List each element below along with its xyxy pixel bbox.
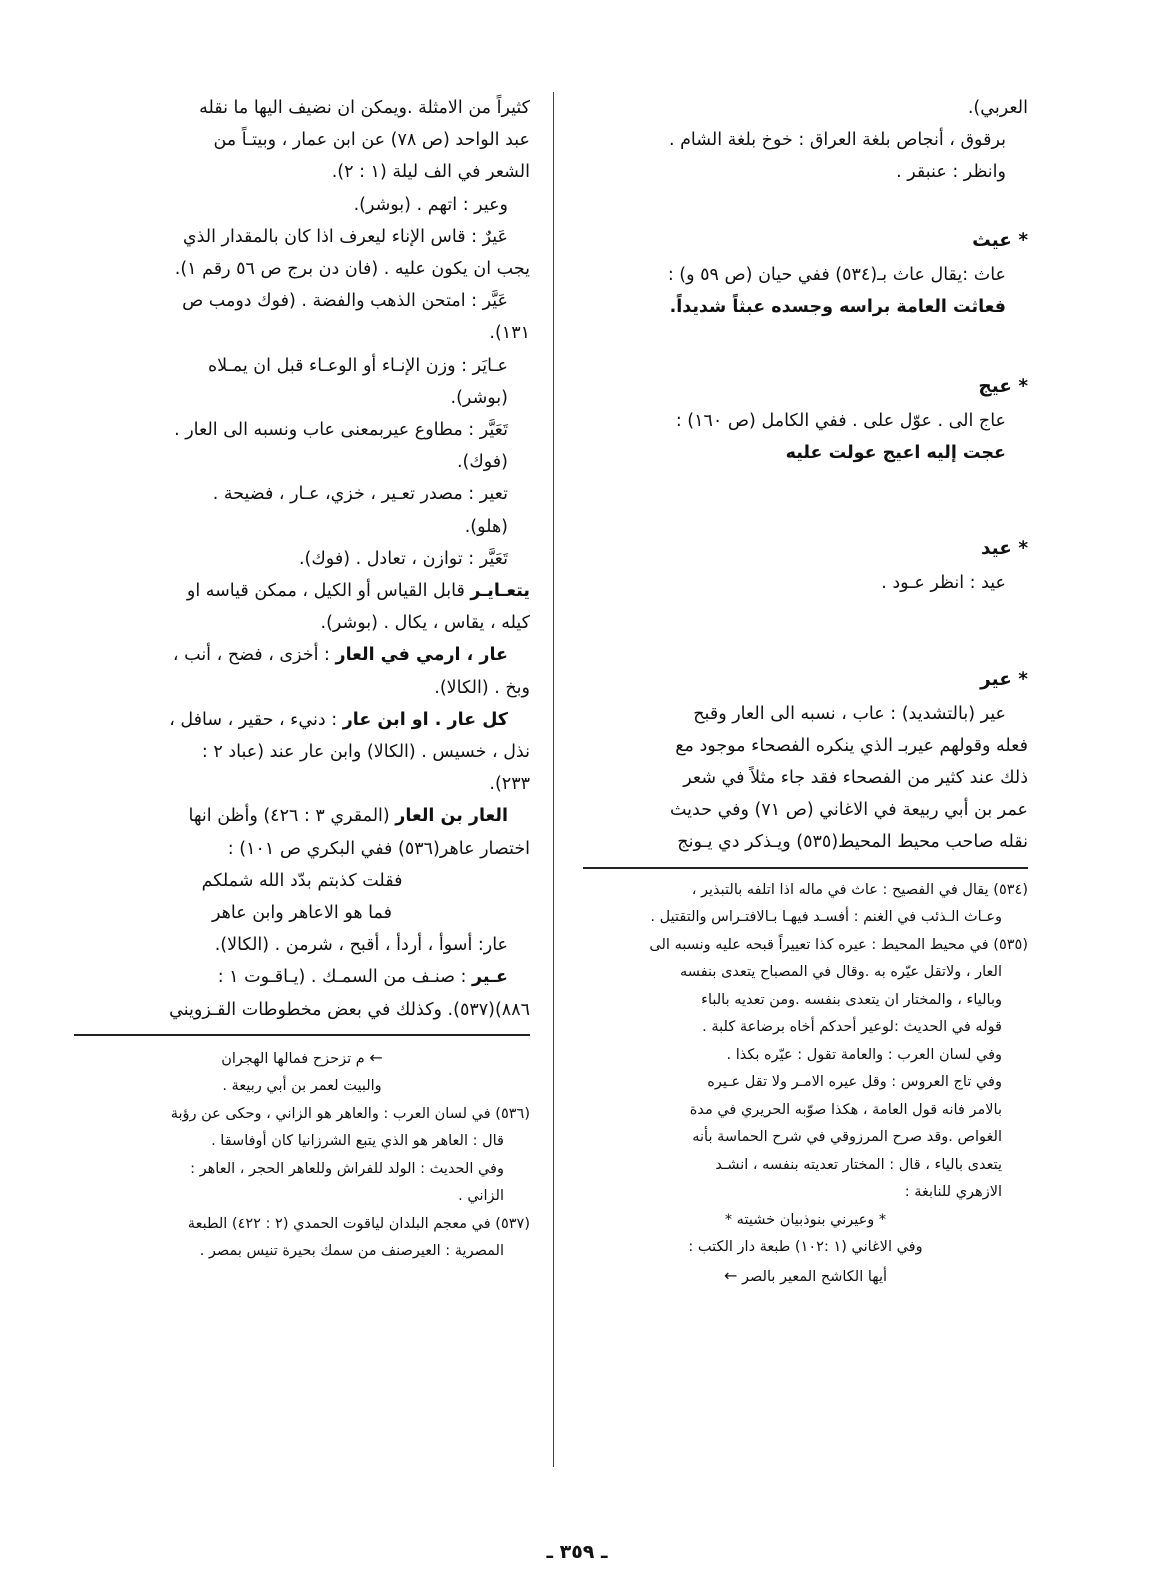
- entry-quote: عجت إليه اعيج عولت عليه: [785, 443, 1006, 464]
- body-line: عار: أسوأ ، أردأ ، أقبح ، شرمن . (الكالا).: [214, 935, 508, 956]
- left-main-text: [74, 92, 530, 1026]
- footnote-line: وفي لسان العرب : والعامة تقول : عيّره بكذا .: [726, 1046, 1002, 1063]
- footnote-verse: * وعيرني بنوذبيان خشيته *: [724, 1211, 887, 1228]
- body-text: (المقري ٣ : ٤٢٦) وأظن انها: [188, 806, 396, 827]
- entry-quote: فعاثت العامة براسه وجسده عبثاً شديداً.: [669, 296, 1006, 317]
- body-line: كثيراً من الامثلة .ويمكن ان نضيف اليها ما نقله: [199, 98, 530, 118]
- body-line: ٢٣٣).: [489, 774, 530, 795]
- footnote-line: وفي الاغاني (١ :١٠٢) طبعة دار الكتب :: [688, 1239, 923, 1256]
- headword: عـير: [472, 967, 508, 988]
- footnote-line: بالامر فانه قول العامة ، هكذا صوّبه الحريري في مدة: [689, 1101, 1002, 1118]
- body-text: : صنـف من السمـك . (يـاقـوت ١ :: [217, 967, 473, 988]
- footnote-line: المصرية : العيرصنف من سمك بحيرة تنيس بمصر .: [199, 1243, 504, 1260]
- body-line: نذل ، خسيس . (الكالا) وابن عار عند (عباد ٢ :: [201, 742, 530, 763]
- footnote-line: وفي الحديث : الولد للفراش وللعاهر الحجر ، العاهر :: [190, 1160, 504, 1177]
- body-line: عَيَّر : امتحن الذهب والفضة . (فوك دومب ص: [182, 291, 508, 312]
- body-line: تعير : مصدر تعـير ، خزي، عـار ، فضيحة .: [212, 484, 508, 505]
- footnote-line: (٥٣٥) في محيط المحيط : عيره كذا تعييراً قبحه عليه ونسبه الى: [649, 936, 1028, 953]
- body-text: قابل القياس أو الكيل ، ممكن قياسه او: [186, 581, 471, 602]
- body-line: ١٣١).: [489, 323, 530, 344]
- body-line: عبد الواحد (ص ٧٨) عن ابن عمار ، وبيتـاً من: [213, 130, 530, 151]
- entry-text: عاث :يقال عاث بـ(٥٣٤) ففي حيان (ص ٥٩ و) :: [667, 264, 1006, 285]
- entry-text: ذلك عند كثير من الفصحاء فقد جاء مثلاً في شعر: [683, 768, 1028, 789]
- footnote-verse: م تزحزح فمالها الهجران: [221, 1050, 365, 1067]
- footnote-line: قوله في الحديث :لوعير أحدكم أخاه برضاعة كلبة .: [702, 1019, 1002, 1036]
- body-line: (بوشر).: [450, 387, 508, 408]
- body-line: الشعر في الف ليلة (١ : ٢).: [331, 162, 530, 183]
- left-footnotes: [74, 1044, 530, 1266]
- column-divider: [553, 92, 554, 1467]
- verse-line: فما هو الاعاهر وابن عاهر: [212, 903, 392, 924]
- body-line: [74, 800, 530, 832]
- footnote-verse-line: [583, 1262, 1028, 1292]
- intro-line: برقوق ، أنجاص بلغة العراق : خوخ بلغة الشام .: [668, 130, 1006, 151]
- continuation-arrow-icon: ←: [369, 1047, 383, 1067]
- footnote-line: (٥٣٦) في لسان العرب : والعاهر هو الزاني ، وحكى عن رؤبة: [170, 1105, 530, 1122]
- body-line: [74, 639, 530, 671]
- headword: العار بن العار: [395, 806, 508, 827]
- entry-text: نقله صاحب محيط المحيط(٥٣٥) ويـذكر دي يـونج: [677, 832, 1028, 853]
- entry-text: عاج الى . عوّل على . ففي الكامل (ص ١٦٠) :: [675, 411, 1006, 432]
- left-column: [74, 92, 530, 1266]
- footnote-line: قال : العاهر هو الذي يتبع الشرزانيا كان أوفاسقا .: [211, 1133, 504, 1150]
- body-line: عَيرٌ : قاس الإناء ليعرف اذا كان بالمقدار الذي: [182, 226, 508, 247]
- body-line: يجب ان يكون عليه . (فان دن برج ص ٥٦ رقم ١).: [174, 259, 530, 280]
- body-line: [74, 961, 530, 993]
- body-line: اختصار عاهر(٥٣٦) ففي البكري ص ١٠١) :: [227, 838, 530, 859]
- footnote-rule: [583, 867, 1028, 869]
- entry-text: فعله وقولهم عيربـ الذي ينكره الفصحاء موجود مع: [675, 735, 1028, 756]
- entry-text: عيد : انظر عـود .: [881, 573, 1006, 594]
- entry-heading: * عيد: [981, 538, 1028, 560]
- headword: يتعـايـر: [470, 581, 530, 602]
- body-line: وبخ . (الكالا).: [434, 677, 530, 698]
- body-line: تَعَيَّر : مطاوع عيربمعنى عاب ونسبه الى العار .: [174, 420, 508, 441]
- footnote-line: والبيت لعمر بن أبي ربيعة .: [222, 1078, 382, 1095]
- footnote-line: الازهري للنابغة :: [904, 1184, 1002, 1201]
- intro-line: العربي).: [967, 98, 1028, 118]
- footnote-line: (٥٣٧) في معجم البلدان لياقوت الحمدي (٢ : ٤٢٢) الطبعة: [187, 1215, 530, 1232]
- entry-text: عمر بن أبي ربيعة في الاغاني (ص ٧١) وفي حديث: [669, 800, 1028, 821]
- footnote-line: وعـاث الـذئب في الغنم : أفسـد فيهـا بـالافتـراس والتقتيل .: [650, 909, 1002, 926]
- intro-line: وانظر : عنبقر .: [896, 162, 1006, 183]
- verse-line: فقلت كذبتم بدّد الله شملكم: [201, 870, 403, 891]
- body-text: : أخزى ، فضح ، أنب ،: [172, 645, 336, 666]
- body-line: كيله ، يقاس ، يكال . (بوشر).: [320, 613, 530, 634]
- footnote-line: الغواص .وقد صرح المرزوقي في شرح الحماسة بأنه: [692, 1129, 1002, 1146]
- footnote-rule: [74, 1034, 530, 1036]
- headword: عار ، ارمي في العار: [335, 645, 508, 666]
- footnote-verse: أيها الكاشح المعير بالصر: [741, 1268, 888, 1285]
- body-line: (فوك).: [456, 452, 508, 473]
- footnote-line: (٥٣٤) يقال في الفصيح : عاث في ماله اذا اتلفه بالتبذير ،: [691, 881, 1028, 898]
- footnote-line: وفي تاج العروس : وقل عيره الامـر ولا تقل عـيره: [707, 1074, 1002, 1091]
- entry-heading: * عيث: [972, 229, 1028, 251]
- footnote-line: الزاني .: [458, 1188, 504, 1205]
- right-main-text: [583, 92, 1028, 859]
- entry-heading: * عيج: [978, 376, 1028, 398]
- right-column: [583, 92, 1028, 1291]
- page-number: ـ ٣٥٩ ـ: [546, 1541, 608, 1563]
- entry-text: عير (بالتشديد) : عاب ، نسبه الى العار وقبح: [693, 703, 1006, 724]
- body-line: [74, 704, 530, 736]
- body-line: ٨٨٦)(٥٣٧). وكذلك في بعض مخطوطات القـزويني: [169, 999, 530, 1020]
- body-line: عـايَر : وزن الإنـاء أو الوعـاء قبل ان يمـلاه: [208, 355, 508, 376]
- footnote-line: وبالياء ، والمختار ان يتعدى بنفسه .ومن تعديه بالباء: [701, 991, 1002, 1008]
- body-text: : دنيء ، حقير ، سافل ،: [169, 709, 343, 730]
- headword: كل عار . او ابن عار: [342, 709, 508, 730]
- entry-heading: * عير: [980, 668, 1028, 690]
- continuation-arrow-icon: ←: [723, 1265, 738, 1285]
- footnote-verse-line: [74, 1044, 530, 1074]
- body-line: (هلو).: [464, 516, 508, 537]
- body-line: تَعَيَّر : توازن ، تعادل . (فوك).: [298, 548, 508, 569]
- body-line: [74, 575, 530, 607]
- right-footnotes: [583, 877, 1028, 1292]
- body-line: وعير : اتهم . (بوشر).: [353, 194, 508, 215]
- footnote-line: العار ، ولاتقل عيّره به .وقال في المصباح يتعدى بنفسه: [680, 964, 1002, 981]
- footnote-line: يتعدى بالياء ، قال : المختار تعديته بنفسه ، انشـد: [715, 1156, 1002, 1173]
